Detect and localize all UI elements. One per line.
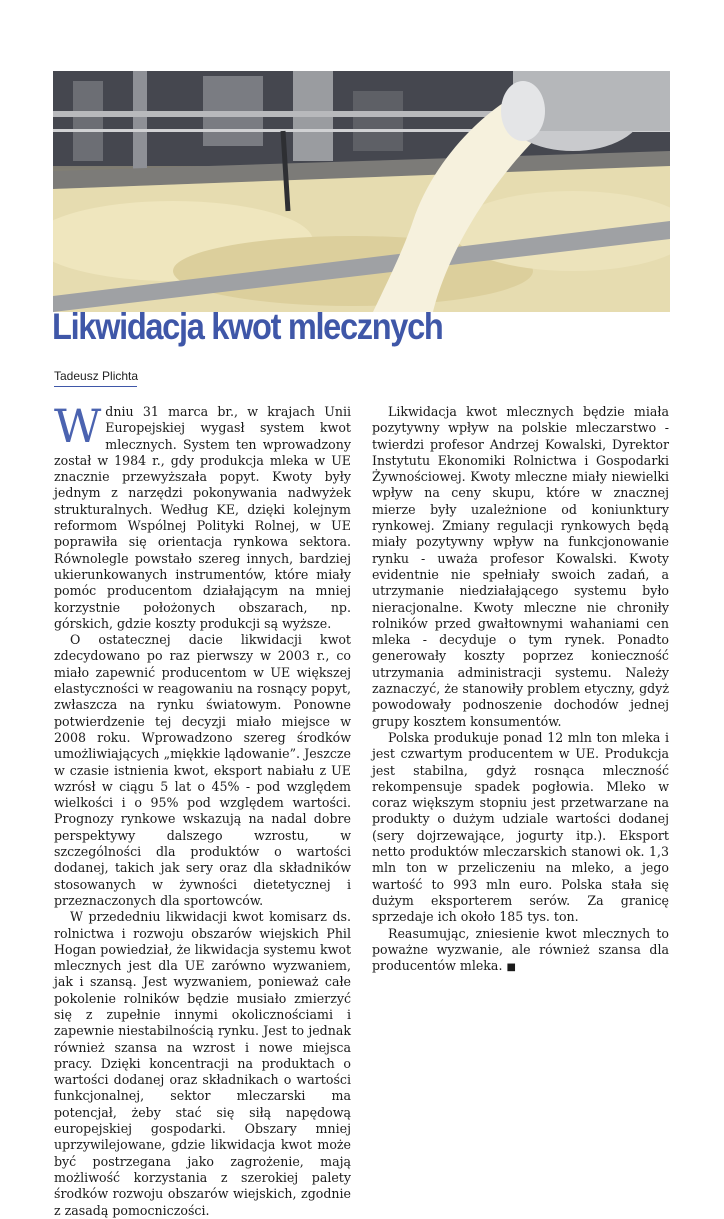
- hero-photo-milk-processing: [53, 71, 670, 312]
- byline-underline: [54, 386, 137, 387]
- end-mark: ■: [506, 962, 516, 974]
- paragraph-intro: [54, 399, 351, 632]
- paragraph-commissioner: W przededniu likwidacji kwot komisarz ds. rolnictwa i rozwoju obszarów wiejskich Phil Hogan powiedział, że likwidacja systemu kwot mlecznych jest dla UE zarówno wyzwaniem, jak i szansą. Jest wyzwaniem, ponieważ całe pokolenie rolników będzie musiało zmierzyć się z zupełnie innymi okolicznościami i zapewnie niestabilnością rynku. Jest to jednak również szansa na wzrost i nowe miejsca pracy. Dzięki koncentracji na produktach o wartości dodanej oraz składnikach o wartości funkcjonalnej, sektor mleczarski ma potencjał, żeby stać się siłą napędową europejskiej gospodarki. Obszary mniej uprzywilejowane, gdzie likwidacja kwot może być postrzegana jako zagrożenie, mają możliwość korzystania z szerokiej palety środków rozwoju obszarów wiejskich, zgodnie z zasadą pomocniczości.: [54, 909, 351, 1218]
- paragraph-summary: [372, 926, 669, 977]
- paragraph-intro-text: dniu 31 marca br., w krajach Unii Europejskiej wygasł system kwot mlecznych. System ten wprowadzony został w 1984 r., gdy produkcja mleka w UE znacznie przewyższała popyt. Kwoty były jednym z narzędzi pokonywania nadwyżek strukturalnych. Według KE, dzięki kolejnym reformom Wspólnej Polityki Rolnej, w UE poprawiła się orientacja rynkowa sektora. Równolegle powstało szereg innych, bardziej ukierunkowanych instrumentów, które miały pomóc producentom działającym na mniej korzystnie położonych obszarach, np. górskich, gdzie koszty produkcji są wyższe.: [54, 404, 351, 631]
- article-title: Likwidacja kwot mlecznych: [52, 306, 443, 347]
- article-column-right: [372, 404, 669, 976]
- article-column-left: [54, 399, 351, 1219]
- author-byline: Tadeusz Plichta: [54, 369, 139, 383]
- paragraph-kowalski: Likwidacja kwot mlecznych będzie miała pozytywny wpływ na polskie mleczarstwo - twierdzi profesor Andrzej Kowalski, Dyrektor Instytutu Ekonomiki Rolnictwa i Gospodarki Żywnościowej. Kwoty mleczne miały niewielki wpływ na ceny skupu, które w znacznej mierze były uzależnione od koniunktury rynkowej. Zmiany regulacji rynkowych będą miały pozytywny wpływ na funkcjonowanie rynku - uważa profesor Kowalski. Kwoty evidentnie nie spełniały swoich zadań, a utrzymanie niedziałającego systemu było nieracjonalne. Kwoty mleczne nie chroniły rolników przed gwałtownymi wahaniami cen mleka - decyduje o tym rynek. Ponadto generowały koszty poprzez konieczność utrzymania administracji systemu. Należy zaznaczyć, że stanowiły problem etyczny, gdyż powodowały podnoszenie dochodów jednej grupy kosztem konsumentów.: [372, 404, 669, 729]
- milk-pouring-illustration: [53, 71, 670, 312]
- drop-cap: W: [54, 399, 102, 453]
- paragraph-summary-text: Reasumując, zniesienie kwot mlecznych to poważne wyzwanie, ale również szansa dla producentów mleka.: [372, 925, 669, 974]
- paragraph-history: O ostatecznej dacie likwidacji kwot zdecydowano po raz pierwszy w 2003 r., co miało zapewnić producentom w UE większej elastyczności w reagowaniu na rosnący popyt, zwłaszcza na rynku światowym. Ponowne potwierdzenie tej decyzji miało miejsce w 2008 roku. Wprowadzono szereg środków umożliwiających „miękkie lądowanie”. Jeszcze w czasie istnienia kwot, eksport nabiału z UE wzrósł w ciągu 5 lat o 45% - pod względem wielkości i o 95% pod względem wartości. Prognozy rynkowe wskazują na nadal dobre perspektywy dalszego wzrostu, w szczególności dla produktów o wartości dodanej, takich jak sery oraz dla składników stosowanych w żywności dietetycznej i przeznaczonych dla sportowców.: [54, 632, 351, 908]
- paragraph-poland-production: Polska produkuje ponad 12 mln ton mleka i jest czwartym producentem w UE. Produkcja jest stabilna, gdyż rosnąca mleczność rekompensuje spadek pogłowia. Mleko w coraz większym stopniu jest przetwarzane na produkty o dużym udziale wartości dodanej (sery dojrzewające, jogurty itp.). Eksport netto produktów mleczarskich stanowi ok. 1,3 mln ton w przeliczeniu na mleko, a jego wartość to 993 mln euro. Polska stała się dużym eksporterem serów. Za granicę sprzedaje ich około 185 tys. ton.: [372, 729, 669, 925]
